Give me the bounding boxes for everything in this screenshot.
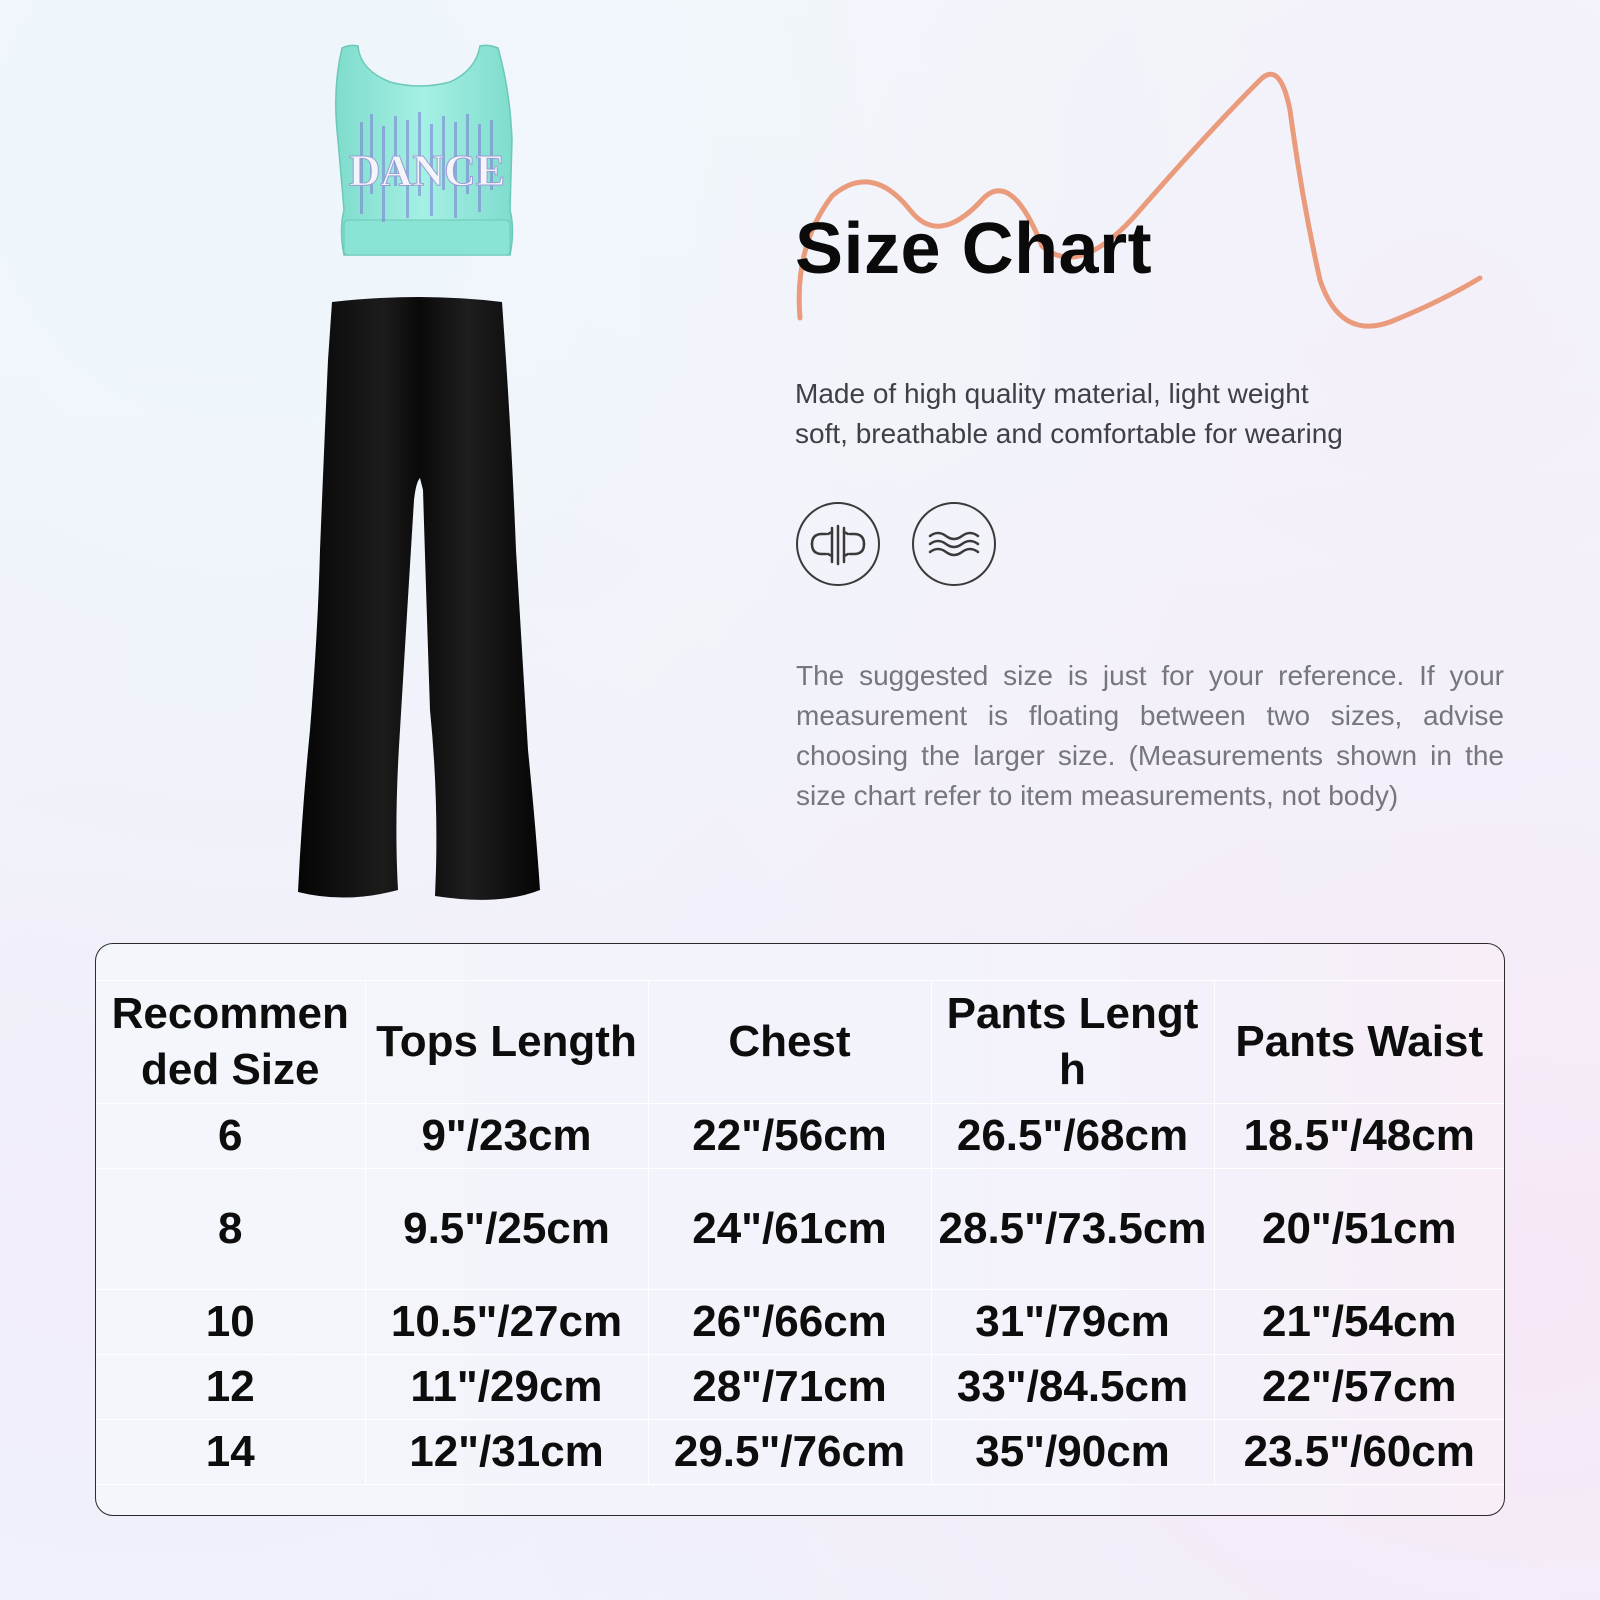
top-print-text: DANCE — [348, 146, 506, 195]
header-recommended-size: Recommended Size — [96, 981, 365, 1104]
decorative-squiggle — [780, 50, 1530, 350]
size-table — [96, 980, 1504, 1485]
product-illustration — [290, 30, 550, 930]
table-header-row — [96, 981, 1504, 1104]
cell-tops-length: 12"/31cm — [365, 1420, 648, 1485]
cell-chest: 22"/56cm — [648, 1104, 931, 1169]
header-chest: Chest — [648, 981, 931, 1104]
header-pants-waist: Pants Waist — [1214, 981, 1504, 1104]
material-description — [795, 374, 1435, 454]
cell-size: 10 — [96, 1290, 365, 1355]
cell-chest: 24"/61cm — [648, 1169, 931, 1290]
crop-top — [336, 45, 513, 255]
header-pants-length: Pants Length — [931, 981, 1214, 1104]
cell-tops-length: 11"/29cm — [365, 1355, 648, 1420]
breathable-wave-icon — [912, 502, 996, 586]
cell-pants-waist: 23.5"/60cm — [1214, 1420, 1504, 1485]
cell-tops-length: 10.5"/27cm — [365, 1290, 648, 1355]
size-note: The suggested size is just for your reference. If your measurement is floating between two sizes, advise choosing the larger size. (Measurements shown in the size chart refer to item measurements, not body) — [796, 660, 1504, 811]
cell-pants-waist: 20"/51cm — [1214, 1169, 1504, 1290]
cell-chest: 26"/66cm — [648, 1290, 931, 1355]
size-table-card — [95, 943, 1505, 1516]
cell-size: 6 — [96, 1104, 365, 1169]
table-row — [96, 1169, 1504, 1290]
cell-chest: 29.5"/76cm — [648, 1420, 931, 1485]
cell-pants-length: 35"/90cm — [931, 1420, 1214, 1485]
stretch-icon — [796, 502, 880, 586]
cell-pants-waist: 21"/54cm — [1214, 1290, 1504, 1355]
header-tops-length: Tops Length — [365, 981, 648, 1104]
table-row — [96, 1104, 1504, 1169]
cell-pants-waist: 18.5"/48cm — [1214, 1104, 1504, 1169]
cell-tops-length: 9.5"/25cm — [365, 1169, 648, 1290]
description-line: Made of high quality material, light weight — [795, 378, 1309, 409]
table-row — [96, 1420, 1504, 1485]
cell-pants-length: 33"/84.5cm — [931, 1355, 1214, 1420]
flared-pants — [298, 297, 540, 900]
cell-pants-length: 26.5"/68cm — [931, 1104, 1214, 1169]
cell-pants-length: 28.5"/73.5cm — [931, 1169, 1214, 1290]
cell-chest: 28"/71cm — [648, 1355, 931, 1420]
cell-size: 14 — [96, 1420, 365, 1485]
description-line: soft, breathable and comfortable for wearing — [795, 418, 1343, 449]
cell-pants-waist: 22"/57cm — [1214, 1355, 1504, 1420]
cell-size: 12 — [96, 1355, 365, 1420]
page-title: Size Chart — [795, 209, 1153, 289]
cell-pants-length: 31"/79cm — [931, 1290, 1214, 1355]
table-row — [96, 1355, 1504, 1420]
cell-tops-length: 9"/23cm — [365, 1104, 648, 1169]
cell-size: 8 — [96, 1169, 365, 1290]
table-row — [96, 1290, 1504, 1355]
